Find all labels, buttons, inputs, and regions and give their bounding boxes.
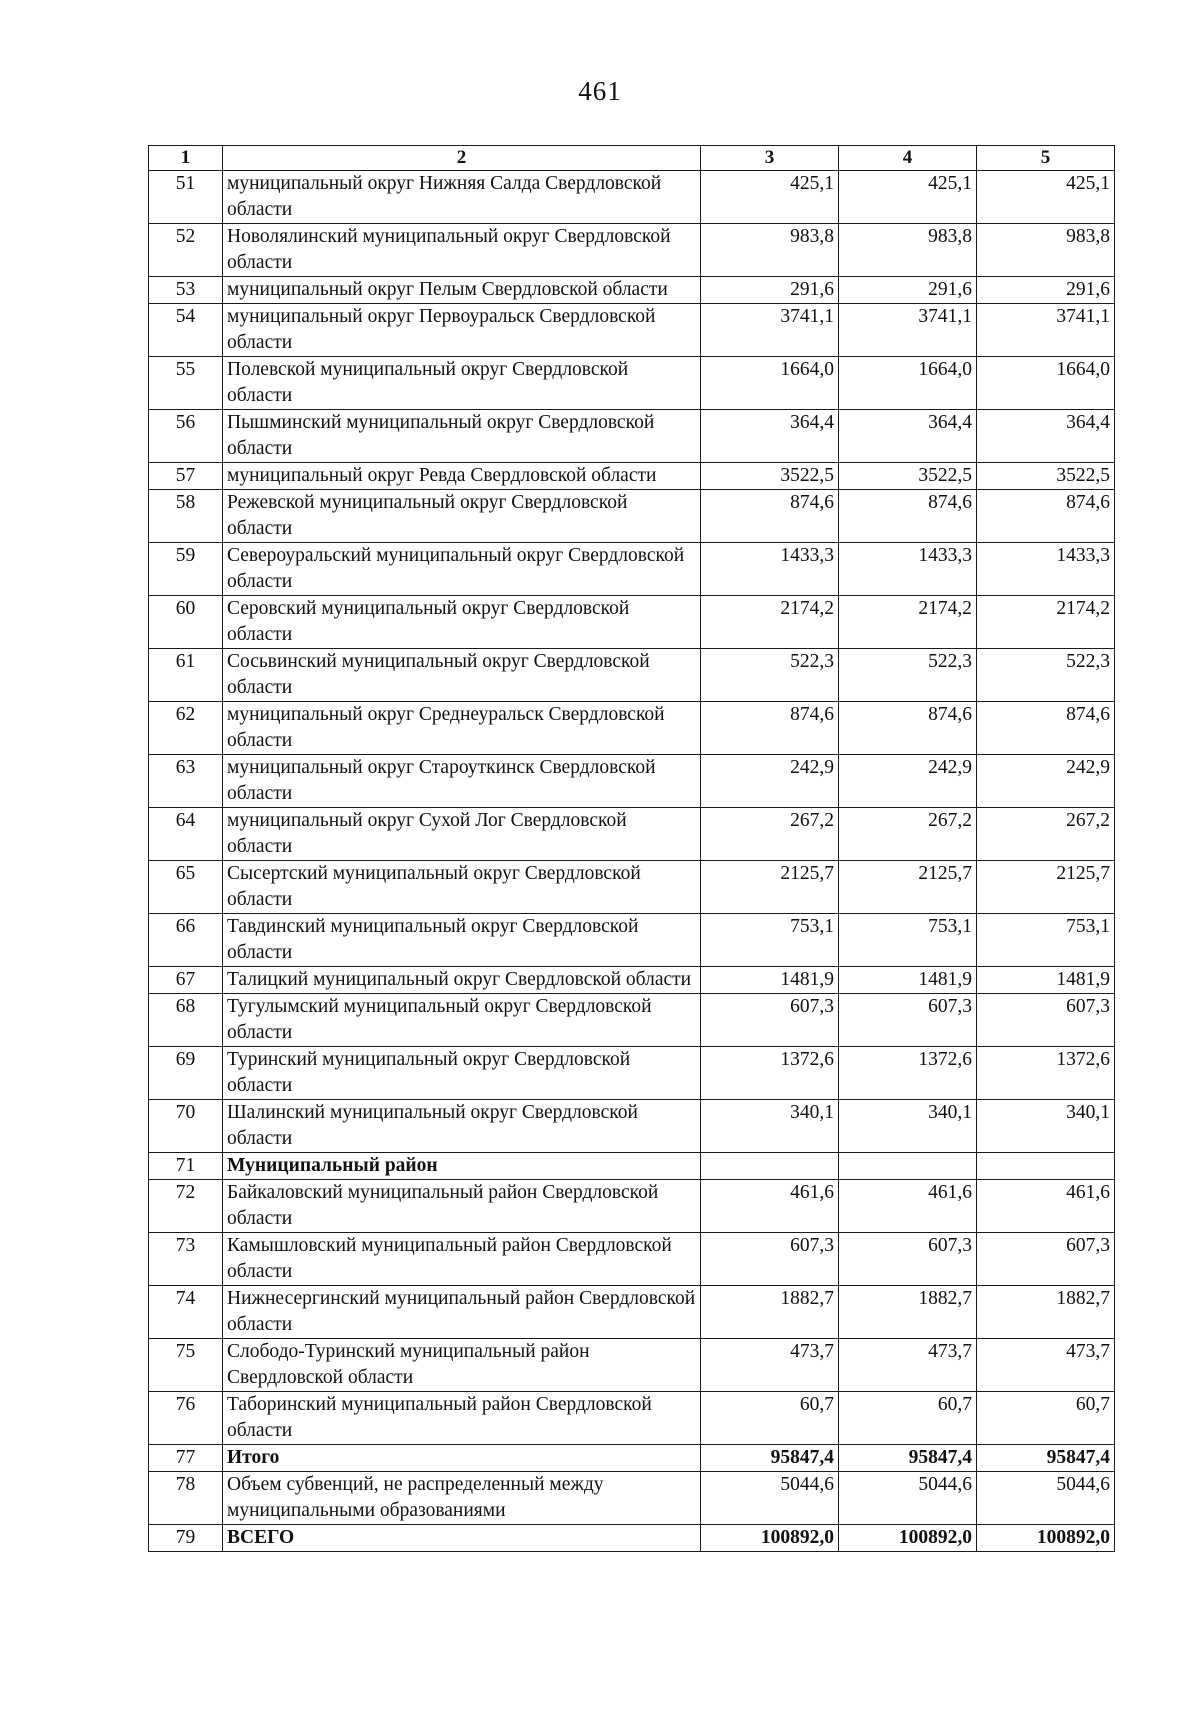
municipality-name-cell: муниципальный округ Пелым Свердловской области	[223, 277, 701, 304]
table-row	[149, 1047, 1115, 1100]
municipality-name-cell: Камышловский муниципальный район Свердловской области	[223, 1233, 701, 1286]
table-row	[149, 994, 1115, 1047]
table-row	[149, 357, 1115, 410]
row-number-cell: 79	[149, 1525, 223, 1552]
row-number-cell: 65	[149, 861, 223, 914]
municipality-name-cell: ВСЕГО	[223, 1525, 701, 1552]
table-header-row	[149, 146, 1115, 171]
row-number-cell: 74	[149, 1286, 223, 1339]
table-row	[149, 967, 1115, 994]
column-4-value-cell: 95847,4	[839, 1445, 977, 1472]
column-5-value-cell: 983,8	[977, 224, 1115, 277]
table-body	[149, 171, 1115, 1552]
column-5-value-cell: 461,6	[977, 1180, 1115, 1233]
table-row	[149, 304, 1115, 357]
table-row	[149, 1233, 1115, 1286]
column-5-value-cell: 3522,5	[977, 463, 1115, 490]
column-header: 1	[149, 146, 223, 171]
column-3-value-cell: 522,3	[701, 649, 839, 702]
column-5-value-cell: 3741,1	[977, 304, 1115, 357]
column-4-value-cell: 874,6	[839, 490, 977, 543]
column-4-value-cell: 1433,3	[839, 543, 977, 596]
row-number-cell: 66	[149, 914, 223, 967]
column-3-value-cell: 3522,5	[701, 463, 839, 490]
column-3-value-cell: 2174,2	[701, 596, 839, 649]
column-3-value-cell: 5044,6	[701, 1472, 839, 1525]
column-3-value-cell: 425,1	[701, 171, 839, 224]
row-number-cell: 71	[149, 1153, 223, 1180]
table-row	[149, 463, 1115, 490]
row-number-cell: 75	[149, 1339, 223, 1392]
municipality-name-cell: Слободо-Туринский муниципальный район Свердловской области	[223, 1339, 701, 1392]
row-number-cell: 51	[149, 171, 223, 224]
table-row	[149, 1472, 1115, 1525]
table-row	[149, 649, 1115, 702]
municipality-name-cell: Объем субвенций, не распределенный между муниципальными образованиями	[223, 1472, 701, 1525]
row-number-cell: 58	[149, 490, 223, 543]
municipality-name-cell: Шалинский муниципальный округ Свердловской области	[223, 1100, 701, 1153]
column-5-value-cell: 473,7	[977, 1339, 1115, 1392]
column-4-value-cell: 1481,9	[839, 967, 977, 994]
column-5-value-cell: 100892,0	[977, 1525, 1115, 1552]
municipality-name-cell: муниципальный округ Староуткинск Свердловской области	[223, 755, 701, 808]
table-row	[149, 543, 1115, 596]
municipality-name-cell: Серовский муниципальный округ Свердловской области	[223, 596, 701, 649]
column-3-value-cell: 100892,0	[701, 1525, 839, 1552]
table-row	[149, 914, 1115, 967]
table-row	[149, 1100, 1115, 1153]
row-number-cell: 62	[149, 702, 223, 755]
row-number-cell: 54	[149, 304, 223, 357]
column-5-value-cell: 364,4	[977, 410, 1115, 463]
column-3-value-cell	[701, 1153, 839, 1180]
column-3-value-cell: 874,6	[701, 702, 839, 755]
table-row	[149, 490, 1115, 543]
row-number-cell: 52	[149, 224, 223, 277]
column-4-value-cell: 100892,0	[839, 1525, 977, 1552]
municipality-name-cell: Итого	[223, 1445, 701, 1472]
column-3-value-cell: 1481,9	[701, 967, 839, 994]
column-5-value-cell: 1481,9	[977, 967, 1115, 994]
column-5-value-cell: 607,3	[977, 1233, 1115, 1286]
column-4-value-cell: 607,3	[839, 994, 977, 1047]
column-3-value-cell: 340,1	[701, 1100, 839, 1153]
column-4-value-cell: 60,7	[839, 1392, 977, 1445]
column-3-value-cell: 1664,0	[701, 357, 839, 410]
column-5-value-cell: 242,9	[977, 755, 1115, 808]
table-row	[149, 224, 1115, 277]
column-5-value-cell: 425,1	[977, 171, 1115, 224]
column-header: 4	[839, 146, 977, 171]
table-row	[149, 171, 1115, 224]
column-header: 3	[701, 146, 839, 171]
column-4-value-cell: 1372,6	[839, 1047, 977, 1100]
column-header: 2	[223, 146, 701, 171]
row-number-cell: 77	[149, 1445, 223, 1472]
column-4-value-cell: 425,1	[839, 171, 977, 224]
table-row	[149, 596, 1115, 649]
column-4-value-cell: 1664,0	[839, 357, 977, 410]
subvention-table	[148, 145, 1115, 1552]
column-4-value-cell: 1882,7	[839, 1286, 977, 1339]
municipality-name-cell: муниципальный округ Сухой Лог Свердловской области	[223, 808, 701, 861]
column-4-value-cell: 753,1	[839, 914, 977, 967]
row-number-cell: 73	[149, 1233, 223, 1286]
row-number-cell: 61	[149, 649, 223, 702]
row-number-cell: 78	[149, 1472, 223, 1525]
column-4-value-cell: 607,3	[839, 1233, 977, 1286]
row-number-cell: 63	[149, 755, 223, 808]
row-number-cell: 53	[149, 277, 223, 304]
table-row	[149, 1180, 1115, 1233]
column-5-value-cell: 1882,7	[977, 1286, 1115, 1339]
table-row	[149, 702, 1115, 755]
municipality-name-cell: Полевской муниципальный округ Свердловской области	[223, 357, 701, 410]
municipality-name-cell: Муниципальный район	[223, 1153, 701, 1180]
municipality-name-cell: муниципальный округ Нижняя Салда Свердловской области	[223, 171, 701, 224]
column-4-value-cell: 291,6	[839, 277, 977, 304]
column-3-value-cell: 2125,7	[701, 861, 839, 914]
column-4-value-cell: 874,6	[839, 702, 977, 755]
column-5-value-cell: 1372,6	[977, 1047, 1115, 1100]
column-3-value-cell: 473,7	[701, 1339, 839, 1392]
column-4-value-cell: 461,6	[839, 1180, 977, 1233]
column-3-value-cell: 607,3	[701, 1233, 839, 1286]
column-4-value-cell: 2125,7	[839, 861, 977, 914]
column-4-value-cell: 522,3	[839, 649, 977, 702]
column-5-value-cell: 267,2	[977, 808, 1115, 861]
municipality-name-cell: Пышминский муниципальный округ Свердловской области	[223, 410, 701, 463]
column-5-value-cell: 291,6	[977, 277, 1115, 304]
table-row	[149, 1339, 1115, 1392]
row-number-cell: 72	[149, 1180, 223, 1233]
table-row	[149, 1392, 1115, 1445]
table-row	[149, 1286, 1115, 1339]
municipality-name-cell: Туринский муниципальный округ Свердловской области	[223, 1047, 701, 1100]
table-row	[149, 755, 1115, 808]
column-5-value-cell: 2125,7	[977, 861, 1115, 914]
municipality-name-cell: Североуральский муниципальный округ Свердловской области	[223, 543, 701, 596]
municipality-name-cell: Таборинский муниципальный район Свердловской области	[223, 1392, 701, 1445]
column-3-value-cell: 753,1	[701, 914, 839, 967]
column-5-value-cell: 522,3	[977, 649, 1115, 702]
column-3-value-cell: 364,4	[701, 410, 839, 463]
column-5-value-cell	[977, 1153, 1115, 1180]
municipality-name-cell: Новолялинский муниципальный округ Свердловской области	[223, 224, 701, 277]
column-5-value-cell: 753,1	[977, 914, 1115, 967]
table-row	[149, 410, 1115, 463]
table-row	[149, 1153, 1115, 1180]
column-3-value-cell: 874,6	[701, 490, 839, 543]
column-3-value-cell: 983,8	[701, 224, 839, 277]
row-number-cell: 70	[149, 1100, 223, 1153]
municipality-name-cell: муниципальный округ Первоуральск Свердловской области	[223, 304, 701, 357]
column-5-value-cell: 874,6	[977, 490, 1115, 543]
column-5-value-cell: 60,7	[977, 1392, 1115, 1445]
municipality-name-cell: Тавдинский муниципальный округ Свердловской области	[223, 914, 701, 967]
municipality-name-cell: Тугулымский муниципальный округ Свердловской области	[223, 994, 701, 1047]
column-5-value-cell: 1433,3	[977, 543, 1115, 596]
row-number-cell: 68	[149, 994, 223, 1047]
municipality-name-cell: Режевской муниципальный округ Свердловской области	[223, 490, 701, 543]
row-number-cell: 64	[149, 808, 223, 861]
table-row	[149, 1445, 1115, 1472]
column-3-value-cell: 60,7	[701, 1392, 839, 1445]
row-number-cell: 57	[149, 463, 223, 490]
row-number-cell: 60	[149, 596, 223, 649]
column-5-value-cell: 874,6	[977, 702, 1115, 755]
column-4-value-cell: 242,9	[839, 755, 977, 808]
row-number-cell: 76	[149, 1392, 223, 1445]
row-number-cell: 59	[149, 543, 223, 596]
column-3-value-cell: 461,6	[701, 1180, 839, 1233]
municipality-name-cell: Талицкий муниципальный округ Свердловской области	[223, 967, 701, 994]
column-4-value-cell	[839, 1153, 977, 1180]
table-row	[149, 1525, 1115, 1552]
column-4-value-cell: 983,8	[839, 224, 977, 277]
column-4-value-cell: 267,2	[839, 808, 977, 861]
column-5-value-cell: 1664,0	[977, 357, 1115, 410]
table-row	[149, 808, 1115, 861]
column-5-value-cell: 5044,6	[977, 1472, 1115, 1525]
column-3-value-cell: 291,6	[701, 277, 839, 304]
column-4-value-cell: 364,4	[839, 410, 977, 463]
row-number-cell: 56	[149, 410, 223, 463]
column-header: 5	[977, 146, 1115, 171]
column-5-value-cell: 340,1	[977, 1100, 1115, 1153]
column-3-value-cell: 267,2	[701, 808, 839, 861]
page-number: 461	[578, 76, 622, 106]
column-3-value-cell: 1372,6	[701, 1047, 839, 1100]
column-3-value-cell: 1433,3	[701, 543, 839, 596]
column-3-value-cell: 1882,7	[701, 1286, 839, 1339]
table-row	[149, 277, 1115, 304]
column-3-value-cell: 95847,4	[701, 1445, 839, 1472]
municipality-name-cell: муниципальный округ Среднеуральск Свердловской области	[223, 702, 701, 755]
municipality-name-cell: Байкаловский муниципальный район Свердловской области	[223, 1180, 701, 1233]
column-3-value-cell: 607,3	[701, 994, 839, 1047]
column-4-value-cell: 473,7	[839, 1339, 977, 1392]
column-3-value-cell: 242,9	[701, 755, 839, 808]
row-number-cell: 69	[149, 1047, 223, 1100]
column-4-value-cell: 3522,5	[839, 463, 977, 490]
municipality-name-cell: Нижнесергинский муниципальный район Свердловской области	[223, 1286, 701, 1339]
municipality-name-cell: муниципальный округ Ревда Свердловской области	[223, 463, 701, 490]
column-4-value-cell: 340,1	[839, 1100, 977, 1153]
column-5-value-cell: 2174,2	[977, 596, 1115, 649]
row-number-cell: 67	[149, 967, 223, 994]
column-3-value-cell: 3741,1	[701, 304, 839, 357]
municipality-name-cell: Сосьвинский муниципальный округ Свердловской области	[223, 649, 701, 702]
column-4-value-cell: 3741,1	[839, 304, 977, 357]
column-4-value-cell: 5044,6	[839, 1472, 977, 1525]
column-5-value-cell: 95847,4	[977, 1445, 1115, 1472]
row-number-cell: 55	[149, 357, 223, 410]
municipality-name-cell: Сысертский муниципальный округ Свердловской области	[223, 861, 701, 914]
column-5-value-cell: 607,3	[977, 994, 1115, 1047]
column-4-value-cell: 2174,2	[839, 596, 977, 649]
table-row	[149, 861, 1115, 914]
